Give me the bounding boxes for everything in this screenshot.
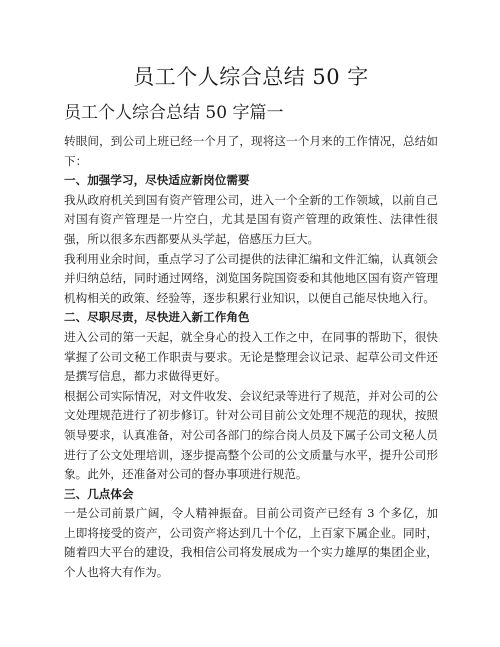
section-paragraph: 一是公司前景广阔，令人精神振奋。目前公司资产已经有 3 个多亿，加上即将接受的资产，公司资产将达到几十个亿，上百家下属企业。同时，随着四大平台的建设，我相信公司将发展成为一个实力雄厚的集团企业，个人也将大有作为。: [64, 506, 438, 580]
section-heading: 二、尽职尽责，尽快进入新工作角色: [64, 310, 250, 325]
section-1: [64, 171, 438, 308]
section-3: [64, 485, 438, 583]
section-paragraph: 根据公司实际情况，对文件收发、会议纪录等进行了规范，并对公司的公文处理规范进行了初步修订。针对公司目前公文处理不规范的现状，按照领导要求，认真准备，对公司各部门的综合岗人员及下属子公司文秘人员进行了公文处理培训，逐步提高整个公司的公文质量与水平，提升公司形象。此外，还准备对公司的督办事项进行规范。: [64, 388, 438, 482]
intro-paragraph: 转眼间，到公司上班已经一个月了，现将这一个月来的工作情况，总结如下：: [64, 134, 438, 168]
section-paragraph: 进入公司的第一天起，就全身心的投入工作之中，在同事的帮助下，很快掌握了公司文秘工作职责与要求。无论是整理会议记录、起草公司文件还是撰写信息，都力求做得更好。: [64, 329, 438, 384]
document-title: 员工个人综合总结 50 字: [133, 65, 369, 89]
section-heading: 一、加强学习，尽快适应新岗位需要: [64, 173, 250, 188]
section-heading: 三、几点体会: [64, 486, 134, 501]
section-2: [64, 308, 438, 484]
section-paragraph: 我从政府机关到国有资产管理公司，进入一个全新的工作领域，以前自己对国有资产管理是一片空白，尤其是国有资产管理的政策性、法律性很强，所以很多东西都要从头学起，倍感压力巨大。: [64, 192, 438, 246]
section-paragraph: 我利用业余时间，重点学习了公司提供的法律汇编和文件汇编，认真领会并归纳总结，同时通过网络，浏览国务院国资委和其他地区国有资产管理机构相关的政策、经验等，逐步积累行业知识，以便自己能尽快地入行。: [64, 251, 438, 305]
document-subtitle: 员工个人综合总结 50 字篇一: [64, 103, 284, 123]
